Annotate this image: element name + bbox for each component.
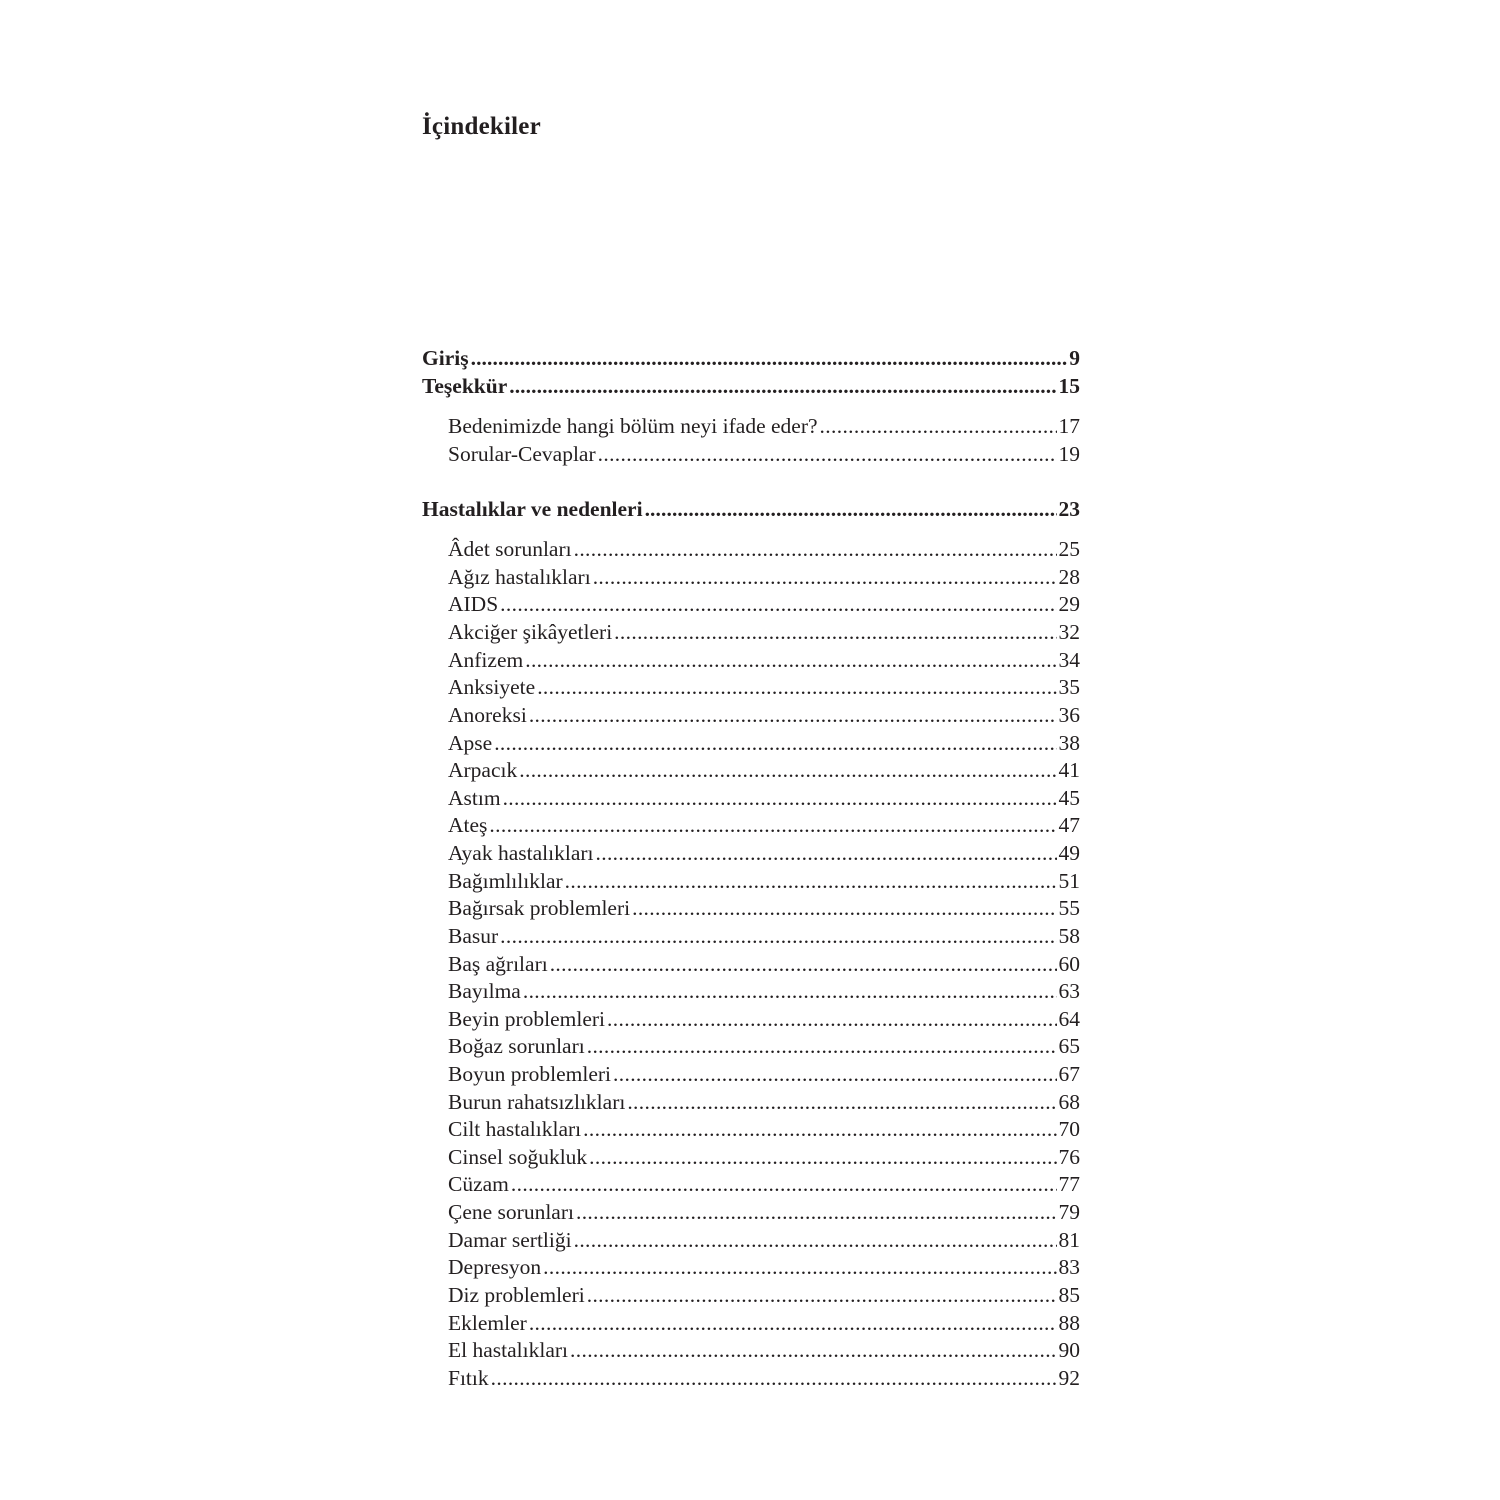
toc-entry-page: 28 <box>1058 565 1080 589</box>
toc-entry-title: Boyun problemleri <box>448 1062 612 1086</box>
dot-leader <box>565 867 1057 895</box>
dot-leader <box>632 894 1056 922</box>
toc-entry-title: Damar sertliği <box>448 1228 572 1252</box>
toc-entry-page: 77 <box>1058 1172 1080 1196</box>
toc-entry-title: Ateş <box>448 813 488 837</box>
toc-entry-page: 64 <box>1058 1007 1080 1031</box>
toc-entry-page: 23 <box>1058 497 1080 521</box>
toc-entry[interactable] <box>448 756 1080 784</box>
toc-entry-title: Eklemler <box>448 1311 527 1335</box>
toc-entry[interactable] <box>448 701 1080 729</box>
toc-entry[interactable] <box>448 1170 1080 1198</box>
toc-entry-title: Cinsel soğukluk <box>448 1145 588 1169</box>
toc-entry-sorular-cevaplar[interactable] <box>448 440 1080 468</box>
toc-entry-title: Teşekkür <box>422 374 508 398</box>
toc-entry-page: 17 <box>1058 414 1080 438</box>
dot-leader <box>820 412 1057 440</box>
toc-entry-page: 36 <box>1058 703 1080 727</box>
toc-entry-title: Anksiyete <box>448 675 536 699</box>
toc-entry-page: 45 <box>1058 786 1080 810</box>
toc-entry[interactable] <box>448 867 1080 895</box>
dot-leader <box>587 1281 1057 1309</box>
toc-entry[interactable] <box>448 977 1080 1005</box>
toc-entry-page: 60 <box>1058 952 1080 976</box>
toc-entry-page: 81 <box>1058 1228 1080 1252</box>
toc-entry-title: Giriş <box>422 346 469 370</box>
toc-entry[interactable] <box>448 1060 1080 1088</box>
toc-entry-page: 47 <box>1058 813 1080 837</box>
dot-leader <box>529 701 1057 729</box>
toc-entry[interactable] <box>448 950 1080 978</box>
toc-entry[interactable] <box>448 1198 1080 1226</box>
toc-entry-title: Boğaz sorunları <box>448 1034 585 1058</box>
dot-leader <box>574 1226 1057 1254</box>
page-title: İçindekiler <box>422 113 541 140</box>
toc-entry-title: Bayılma <box>448 979 521 1003</box>
dot-leader <box>589 1143 1056 1171</box>
toc-entry[interactable] <box>448 1032 1080 1060</box>
dot-leader <box>503 784 1057 812</box>
toc-entry-title: Beyin problemleri <box>448 1007 606 1031</box>
dot-leader <box>494 729 1056 757</box>
toc-entry-title: Baş ağrıları <box>448 952 548 976</box>
toc-entry[interactable] <box>448 1005 1080 1033</box>
dot-leader <box>613 1060 1056 1088</box>
dot-leader <box>627 1088 1056 1116</box>
toc-entry-page: 76 <box>1058 1145 1080 1169</box>
dot-leader <box>583 1115 1056 1143</box>
toc-entry-title: AIDS <box>448 592 499 616</box>
dot-leader <box>500 590 1056 618</box>
toc-entry-page: 85 <box>1058 1283 1080 1307</box>
toc-entry-title: Cüzam <box>448 1172 509 1196</box>
toc-entry-page: 38 <box>1058 731 1080 755</box>
toc-entry-title: Anoreksi <box>448 703 527 727</box>
toc-entry-title: Burun rahatsızlıkları <box>448 1090 626 1114</box>
dot-leader <box>509 372 1056 400</box>
toc-entry-title: Hastalıklar ve nedenleri <box>422 497 643 521</box>
dot-leader <box>500 922 1056 950</box>
dot-leader <box>491 1364 1057 1392</box>
toc-entry-page: 68 <box>1058 1090 1080 1114</box>
toc-chapter-hastaliklar[interactable] <box>422 495 1080 523</box>
dot-leader <box>587 1032 1057 1060</box>
toc-entry-giris[interactable] <box>422 344 1080 372</box>
dot-leader <box>511 1170 1057 1198</box>
toc-entry-page: 58 <box>1058 924 1080 948</box>
toc-entry-page: 32 <box>1058 620 1080 644</box>
toc-entry-page: 67 <box>1058 1062 1080 1086</box>
dot-leader <box>645 495 1057 523</box>
toc-entry[interactable] <box>448 1226 1080 1254</box>
toc-entry-title: Bağımlılıklar <box>448 869 563 893</box>
toc-entry-title: Bağırsak problemleri <box>448 896 631 920</box>
dot-leader <box>537 673 1056 701</box>
toc-entry[interactable] <box>448 729 1080 757</box>
toc-entry-page: 88 <box>1058 1311 1080 1335</box>
toc-entry-title: Apse <box>448 731 493 755</box>
dot-leader <box>593 563 1057 591</box>
dot-leader <box>576 1198 1057 1226</box>
toc-entry[interactable] <box>448 1336 1080 1364</box>
toc-entry-page: 35 <box>1058 675 1080 699</box>
toc-entry-title: Anfizem <box>448 648 524 672</box>
toc-entry-page: 9 <box>1069 346 1080 370</box>
toc-entry-title: Ayak hastalıkları <box>448 841 594 865</box>
toc-entry-page: 49 <box>1058 841 1080 865</box>
toc-entry-title: Ağız hastalıkları <box>448 565 591 589</box>
toc-entry-title: Diz problemleri <box>448 1283 585 1307</box>
dot-leader <box>596 839 1057 867</box>
toc-entry-title: Bedenimizde hangi bölüm neyi ifade eder? <box>448 414 818 438</box>
toc-entry-page: 63 <box>1058 979 1080 1003</box>
toc-entry-page: 55 <box>1058 896 1080 920</box>
toc-entry[interactable] <box>448 590 1080 618</box>
toc-entry-title: El hastalıkları <box>448 1338 569 1362</box>
dot-leader <box>519 756 1056 784</box>
toc-entry-title: Çene sorunları <box>448 1200 574 1224</box>
toc-entry-page: 83 <box>1058 1255 1080 1279</box>
toc-entry-page: 51 <box>1058 869 1080 893</box>
toc-entry-page: 19 <box>1058 442 1080 466</box>
toc-entry-title: Depresyon <box>448 1255 542 1279</box>
toc-entry[interactable] <box>448 1309 1080 1337</box>
toc-entry-page: 79 <box>1058 1200 1080 1224</box>
toc-entry-title: Cilt hastalıkları <box>448 1117 582 1141</box>
toc-entry-page: 70 <box>1058 1117 1080 1141</box>
toc-entry-page: 90 <box>1058 1338 1080 1362</box>
dot-leader <box>489 811 1056 839</box>
toc-entry[interactable] <box>448 1253 1080 1281</box>
toc-entry[interactable] <box>448 894 1080 922</box>
toc-entry-page: 15 <box>1058 374 1080 398</box>
toc-entry[interactable] <box>448 1143 1080 1171</box>
toc-entry[interactable] <box>448 784 1080 812</box>
toc-entry[interactable] <box>448 673 1080 701</box>
toc-entry[interactable] <box>448 1115 1080 1143</box>
toc-entry-page: 92 <box>1058 1366 1080 1390</box>
toc-entry-title: Arpacık <box>448 758 518 782</box>
toc-entry-title: Akciğer şikâyetleri <box>448 620 613 644</box>
toc-entry[interactable] <box>448 535 1080 563</box>
dot-leader <box>525 646 1056 674</box>
toc-entry-title: Astım <box>448 786 501 810</box>
dot-leader <box>471 344 1068 372</box>
toc-entry[interactable] <box>448 1364 1080 1392</box>
dot-leader <box>598 440 1057 468</box>
dot-leader <box>523 977 1057 1005</box>
toc-entry-title: Âdet sorunları <box>448 537 572 561</box>
toc-entry-title: Basur <box>448 924 499 948</box>
toc-entry[interactable] <box>448 563 1080 591</box>
dot-leader <box>543 1253 1056 1281</box>
toc-entry-page: 29 <box>1058 592 1080 616</box>
toc-entry[interactable] <box>448 811 1080 839</box>
dot-leader <box>570 1336 1056 1364</box>
dot-leader <box>574 535 1057 563</box>
toc-entry-title: Sorular-Cevaplar <box>448 442 596 466</box>
dot-leader <box>529 1309 1057 1337</box>
dot-leader <box>614 618 1056 646</box>
toc-entry[interactable] <box>448 1281 1080 1309</box>
dot-leader <box>550 950 1057 978</box>
toc-entry-page: 41 <box>1058 758 1080 782</box>
dot-leader <box>607 1005 1056 1033</box>
toc-entry[interactable] <box>448 1088 1080 1116</box>
toc-entry-page: 65 <box>1058 1034 1080 1058</box>
toc-entry-page: 34 <box>1058 648 1080 672</box>
toc-entry[interactable] <box>448 646 1080 674</box>
toc-entry-bedenimizde[interactable] <box>448 412 1080 440</box>
toc-entry[interactable] <box>448 922 1080 950</box>
toc-entry-title: Fıtık <box>448 1366 489 1390</box>
toc-entry[interactable] <box>448 618 1080 646</box>
toc-entry[interactable] <box>448 839 1080 867</box>
toc-entry-page: 25 <box>1058 537 1080 561</box>
toc-entry-tesekkur[interactable] <box>422 372 1080 400</box>
